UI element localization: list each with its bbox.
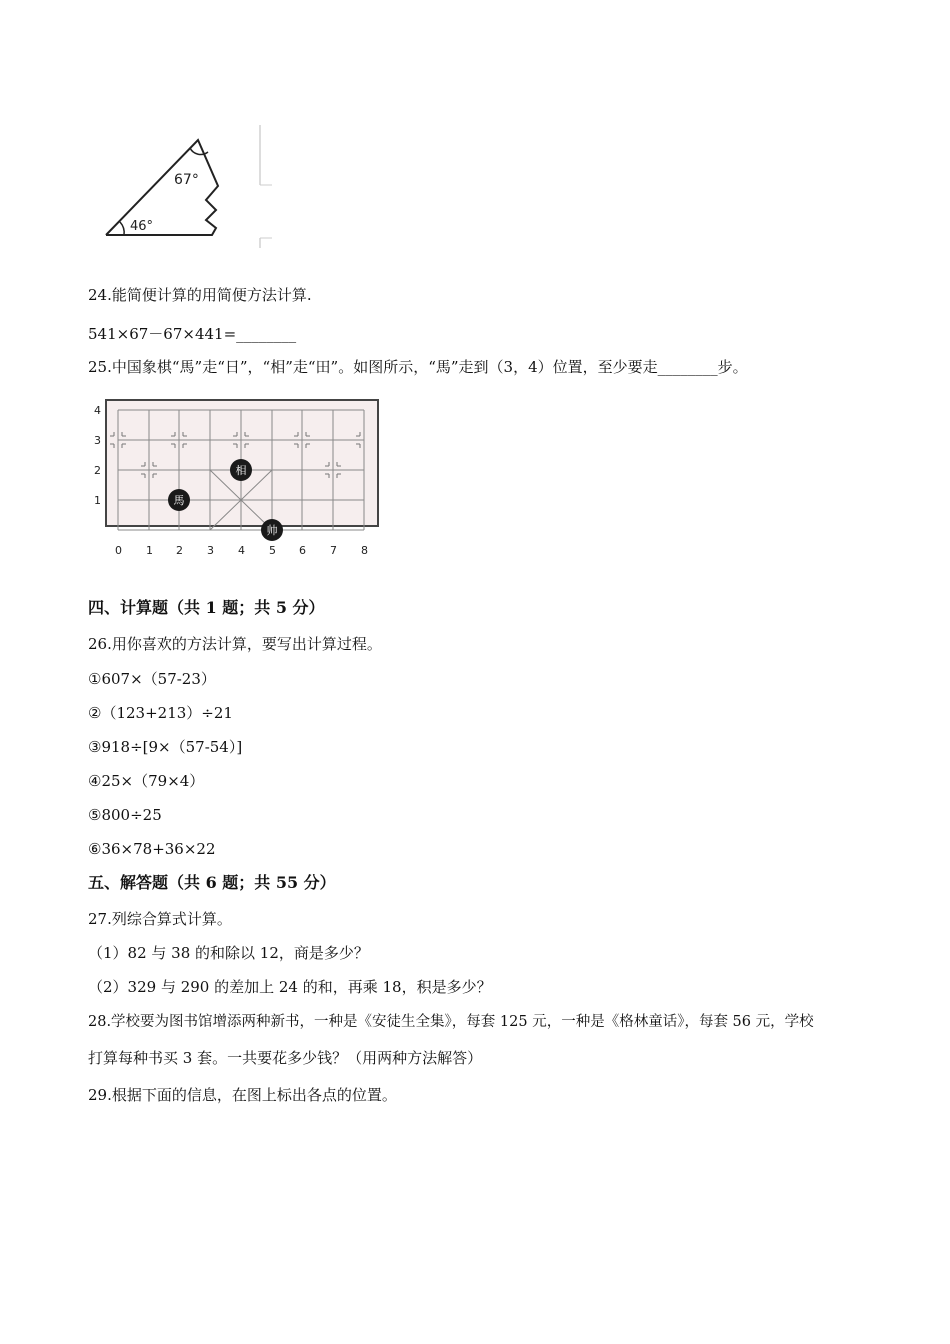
q26-item-4: ④25×（79×4） <box>88 772 205 790</box>
triangle-figure <box>100 120 290 250</box>
q24-title: 24.能简便计算的用简便方法计算. <box>88 286 312 304</box>
q26-item-2: ②（123+213）÷21 <box>88 704 233 722</box>
x-label-7: 7 <box>330 544 337 557</box>
elephant-label: 相 <box>235 464 247 477</box>
q27-title: 27.列综合算式计算。 <box>88 910 232 928</box>
section4-heading: 四、计算题（共 1 题；共 5 分） <box>88 598 325 617</box>
x-label-0: 0 <box>115 544 122 557</box>
y-label-2: 2 <box>94 464 101 477</box>
x-label-5: 5 <box>269 544 276 557</box>
y-label-4: 4 <box>94 404 101 417</box>
x-label-2: 2 <box>176 544 183 557</box>
x-label-8: 8 <box>361 544 368 557</box>
section5-heading: 五、解答题（共 6 题；共 55 分） <box>88 873 336 892</box>
q26-item-6: ⑥36×78+36×22 <box>88 840 216 858</box>
y-label-3: 3 <box>94 434 101 447</box>
x-label-6: 6 <box>299 544 306 557</box>
elephant-piece <box>230 459 252 481</box>
horse-piece <box>168 489 190 511</box>
chess-board <box>88 392 388 567</box>
q28-line1: 28.学校要为图书馆增添两种新书，一种是《安徒生全集》，每套 125 元，一种是《格林童话》，每套 56 元，学校 <box>88 1014 814 1030</box>
q26-item-1: ①607×（57-23） <box>88 670 216 688</box>
marshal-piece <box>261 519 283 541</box>
q26-item-3: ③918÷[9×（57-54）] <box>88 738 243 756</box>
angle-top-label: 67° <box>174 172 199 188</box>
x-label-3: 3 <box>207 544 214 557</box>
angle-left-label: 46° <box>130 219 154 234</box>
q26-item-5: ⑤800÷25 <box>88 806 162 824</box>
q24-expression: 541×67－67×441=________ <box>88 325 297 343</box>
marshal-label: 帅 <box>266 524 278 537</box>
q25-title: 25.中国象棋“馬”走“日”，“相”走“田”。如图所示，“馬”走到（3，4）位置，至少要走________步。 <box>88 358 748 376</box>
x-label-1: 1 <box>146 544 153 557</box>
q27-sub2: （2）329 与 290 的差加上 24 的和，再乘 18，积是多少？ <box>88 978 492 996</box>
q29-title: 29.根据下面的信息，在图上标出各点的位置。 <box>88 1086 397 1104</box>
y-label-1: 1 <box>94 494 101 507</box>
horse-label: 馬 <box>173 494 185 507</box>
q27-sub1: （1）82 与 38 的和除以 12，商是多少？ <box>88 944 369 962</box>
x-label-4: 4 <box>238 544 245 557</box>
q26-title: 26.用你喜欢的方法计算，要写出计算过程。 <box>88 635 382 653</box>
q28-line2: 打算每种书买 3 套。一共要花多少钱？（用两种方法解答） <box>88 1049 483 1067</box>
